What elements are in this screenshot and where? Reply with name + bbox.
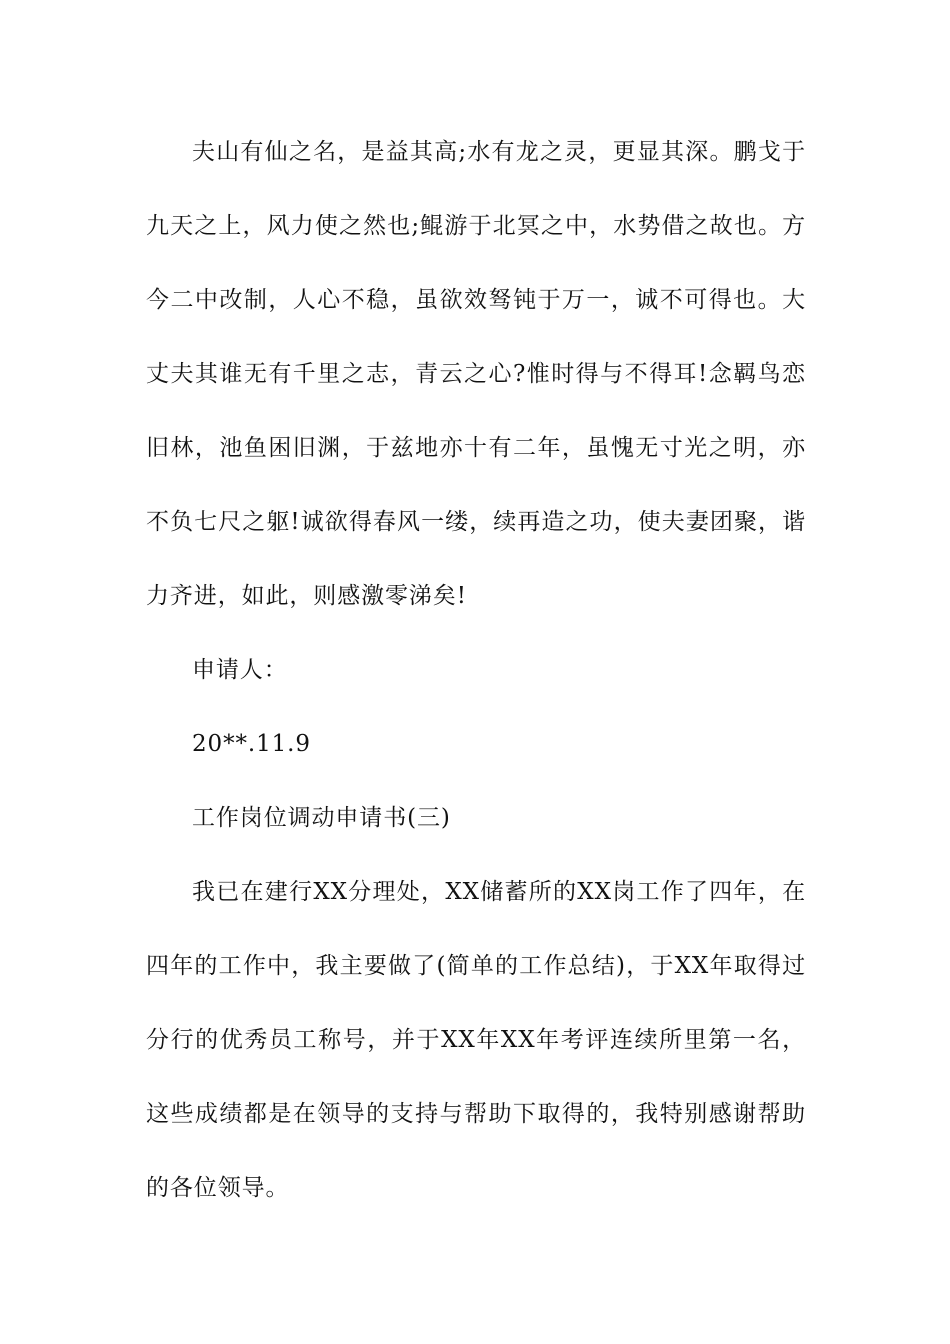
paragraph-line: 旧林，池鱼困旧渊，于兹地亦十有二年，虽愧无寸光之明，亦 (146, 435, 806, 461)
paragraph-line: 分行的优秀员工称号，并于XX年XX年考评连续所里第一名， (146, 1027, 806, 1053)
paragraph-line: 四年的工作中，我主要做了(简单的工作总结)，于XX年取得过 (146, 953, 806, 979)
paragraph-line: 丈夫其谁无有千里之志，青云之心?惟时得与不得耳!念羁鸟恋 (146, 361, 806, 387)
paragraph-line: 不负七尺之躯!诚欲得春风一缕，续再造之功，使夫妻团聚，谐 (146, 509, 806, 535)
paragraph-line: 今二中改制，人心不稳，虽欲效驽钝于万一，诚不可得也。大 (146, 287, 806, 313)
paragraph-line: 九天之上，风力使之然也;鲲游于北冥之中，水势借之故也。方 (146, 213, 806, 239)
applicant-label: 申请人： (192, 657, 288, 683)
paragraph-line: 这些成绩都是在领导的支持与帮助下取得的，我特别感谢帮助 (146, 1101, 806, 1127)
paragraph-line: 我已在建行XX分理处，XX储蓄所的XX岗工作了四年，在 (192, 879, 806, 905)
section-title: 工作岗位调动申请书(三) (192, 805, 451, 831)
date-text: 20**.11.9 (192, 731, 311, 757)
paragraph-line: 力齐进，如此，则感激零涕矣! (146, 583, 467, 609)
paragraph-line: 的各位领导。 (146, 1175, 290, 1201)
paragraph-line: 夫山有仙之名，是益其高;水有龙之灵，更显其深。鹏戈于 (192, 139, 806, 165)
